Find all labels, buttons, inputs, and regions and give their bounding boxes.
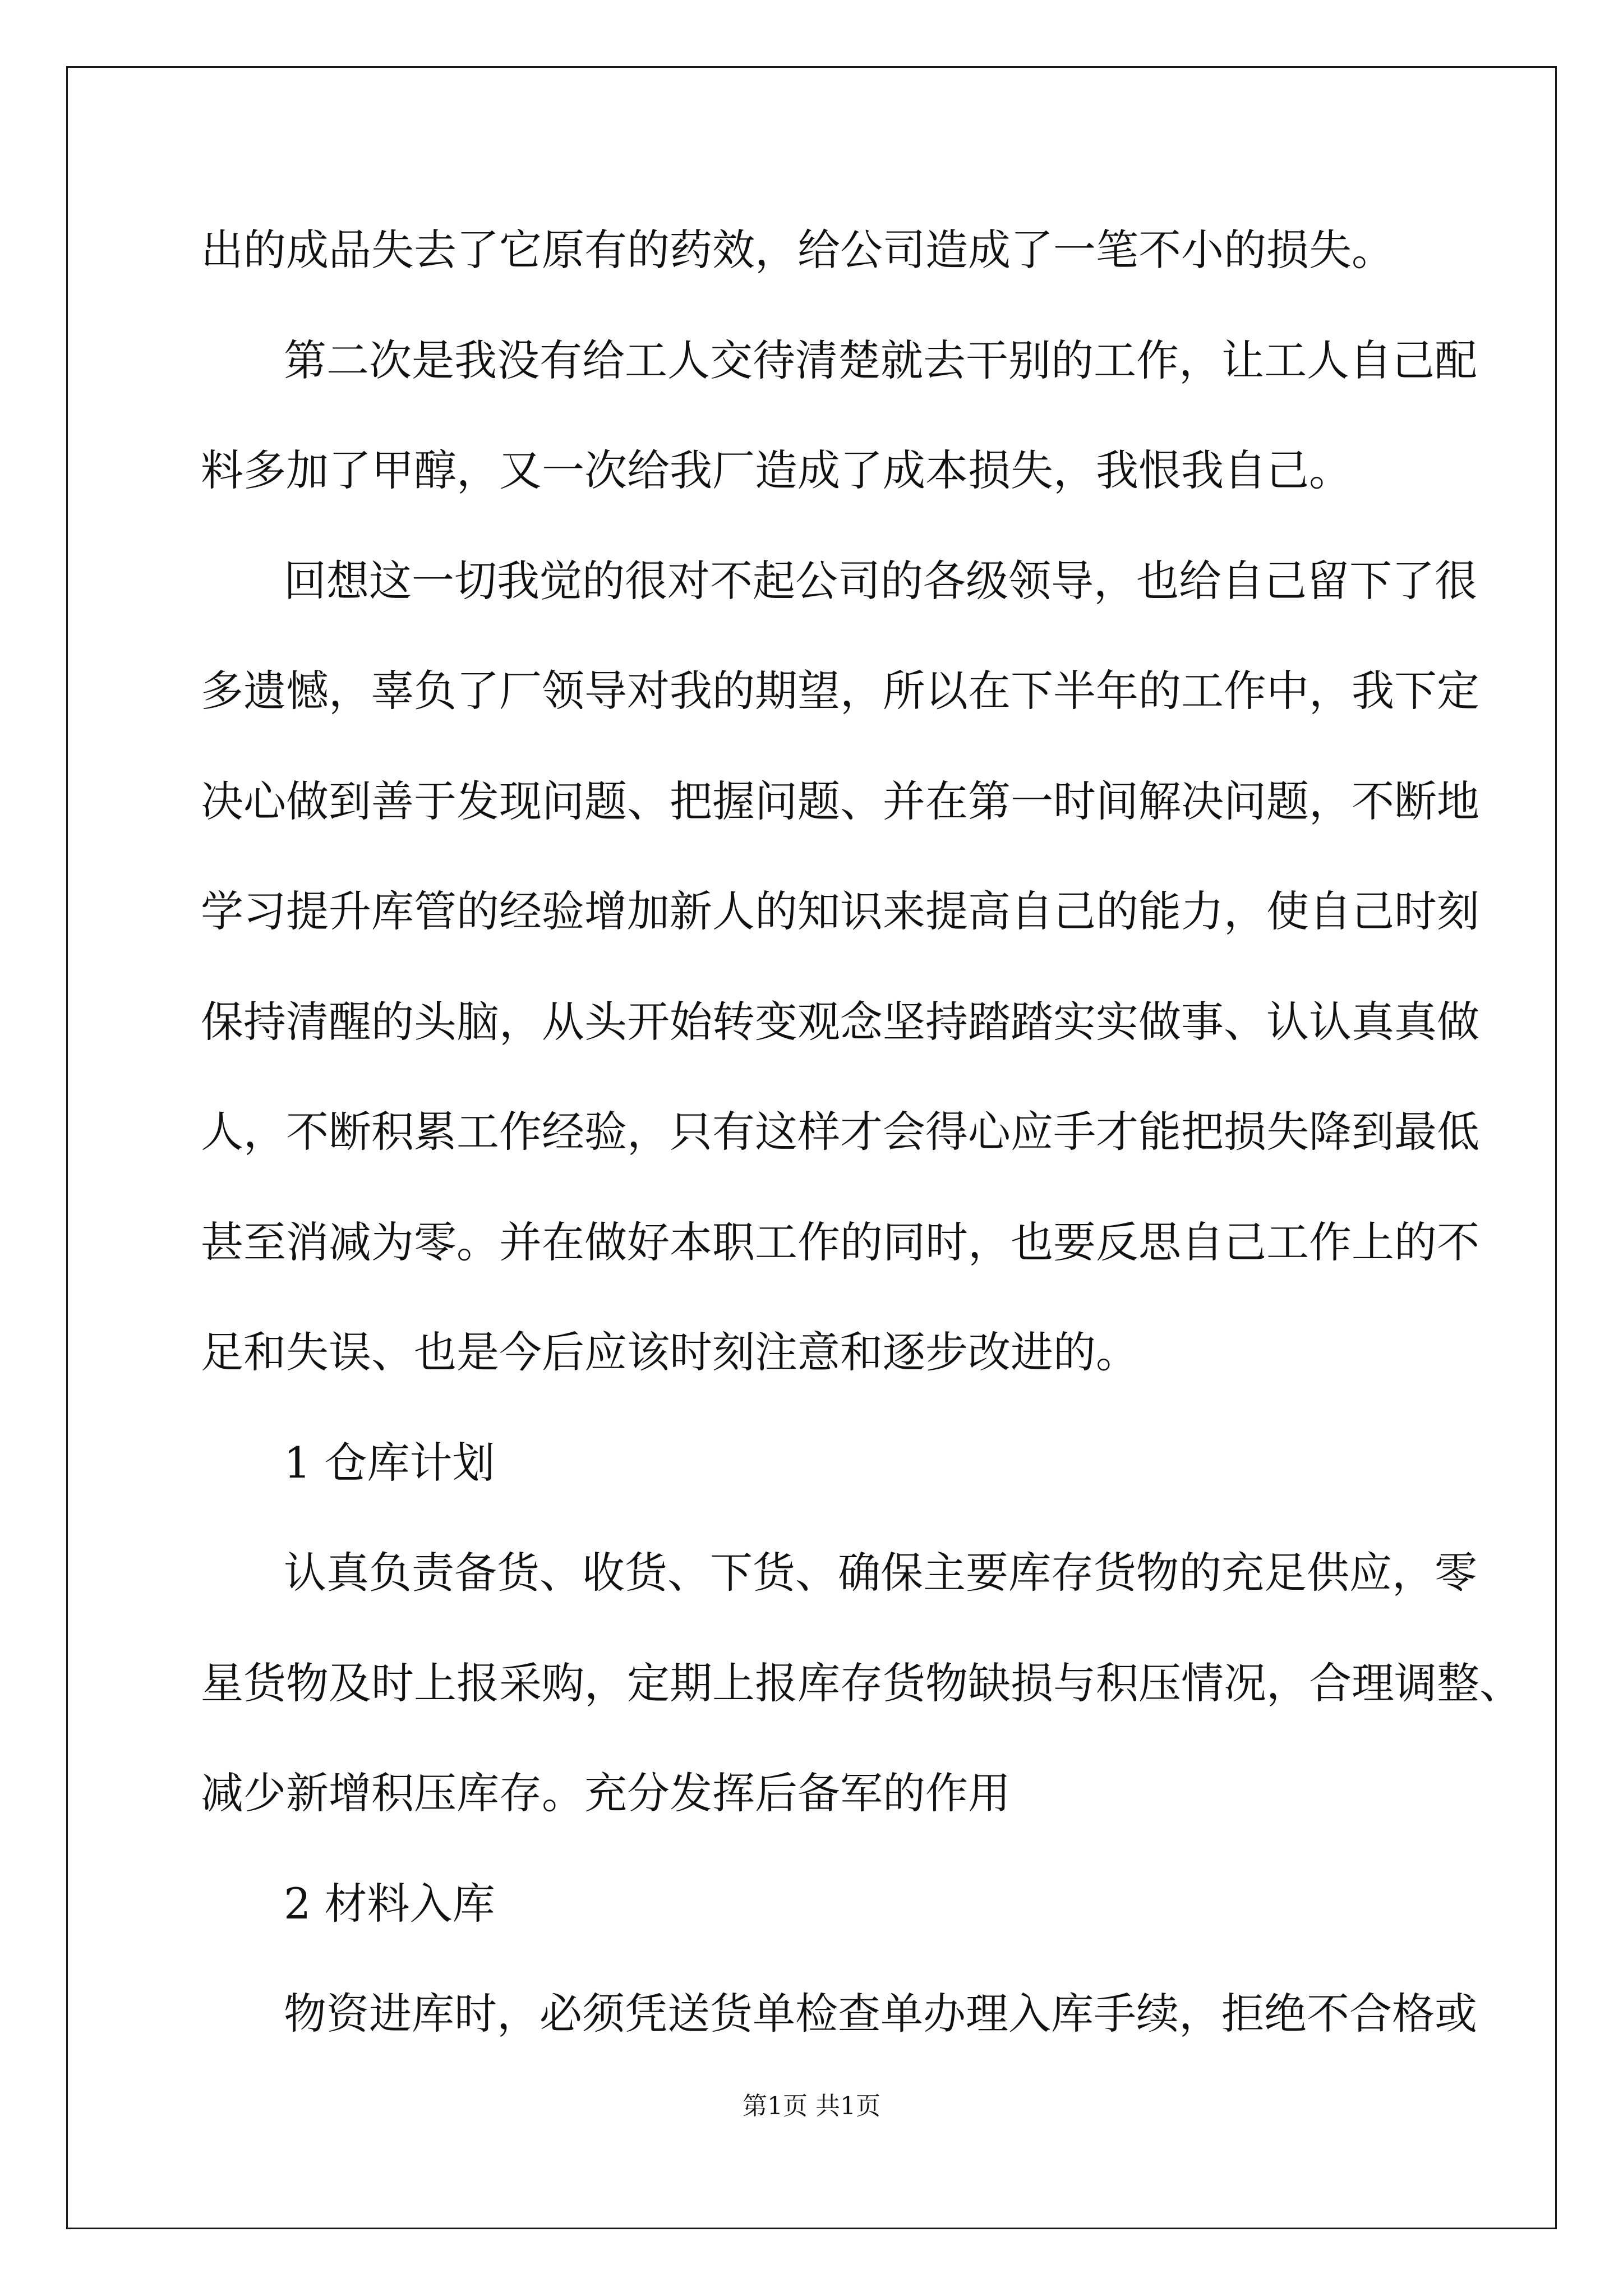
text-line: 多遗憾，辜负了厂领导对我的期望，所以在下半年的工作中，我下定 [201,666,1479,716]
text-line: 减少新增积压库存。充分发挥后备军的作用 [201,1768,1011,1818]
page-footer: 第1页 共1页 [743,2092,880,2120]
text-line: 料多加了甲醇，又一次给我厂造成了成本损失，我恨我自己。 [201,445,1352,495]
text-line: 认真负责备货、收货、下货、确保主要库存货物的充足供应，零 [284,1548,1477,1598]
text-line: 甚至消减为零。并在做好本职工作的同时，也要反思自己工作上的不 [201,1217,1479,1267]
text-line: 回想这一切我觉的很对不起公司的各级领导，也给自己留下了很 [284,556,1477,606]
text-line: 星货物及时上报采购，定期上报库存货物缺损与积压情况，合理调整、 [201,1658,1522,1708]
text-line: 第二次是我没有给工人交待清楚就去干别的工作，让工人自己配 [284,335,1477,385]
text-line: 足和失误、也是今后应该时刻注意和逐步改进的。 [201,1327,1138,1377]
section-heading: 2 材料入库 [284,1879,495,1929]
text-line: 学习提升库管的经验增加新人的知识来提高自己的能力，使自己时刻 [201,886,1479,936]
text-line: 保持清醒的头脑，从头开始转变观念坚持踏踏实实做事、认认真真做 [201,997,1479,1047]
text-line: 决心做到善于发现问题、把握问题、并在第一时间解决问题，不断地 [201,776,1479,826]
text-line: 出的成品失去了它原有的药效，给公司造成了一笔不小的损失。 [201,225,1394,275]
section-heading: 1 仓库计划 [284,1438,495,1488]
text-line: 人，不断积累工作经验，只有这样才会得心应手才能把损失降到最低 [201,1107,1479,1157]
text-line: 物资进库时，必须凭送货单检查单办理入库手续，拒绝不合格或 [284,1989,1477,2039]
